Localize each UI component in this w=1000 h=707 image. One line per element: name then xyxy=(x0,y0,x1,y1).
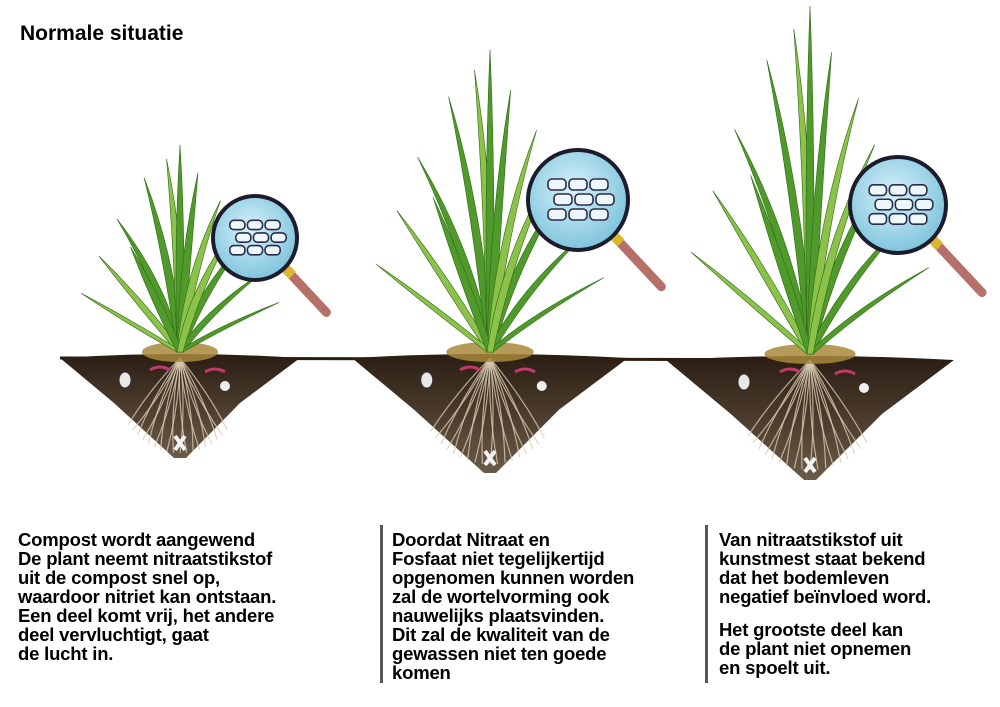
plant-group xyxy=(60,145,326,458)
cell-structure xyxy=(548,179,614,220)
plant-group xyxy=(352,50,661,473)
soil-pebble xyxy=(220,381,230,391)
panel-text: Het grootste deel kan de plant niet opnemen en spoelt uit. xyxy=(719,619,912,678)
soil-pebble xyxy=(859,383,869,393)
soil-pebble xyxy=(537,381,547,391)
panel-compost xyxy=(18,530,368,663)
panel-wortelvorming xyxy=(380,525,712,683)
soil-bug xyxy=(738,374,750,390)
plant-group xyxy=(666,6,982,480)
panel-kunstmest xyxy=(705,525,1000,683)
cell-structure xyxy=(869,185,933,224)
panel-text: Compost wordt aangewend De plant neemt nitraatstikstof uit de compost snel op, waardoor nitriet kan ontstaan. Een deel komt vrij, het andere deel vervluchtigt, gaat de lucht in. xyxy=(18,529,277,664)
panel-text: Van nitraatstikstof uit kunstmest staat bekend dat het bodemleven negatief beïnvloed word. xyxy=(719,529,932,607)
cell-structure xyxy=(230,220,286,254)
panel-text: Doordat Nitraat en Fosfaat niet tegelijkertijd opgenomen kunnen worden zal de wortelvorming ook nauwelijks plaatsvinden. Dit zal de kwaliteit van de gewassen niet ten goede komen xyxy=(392,529,635,683)
page-title: Normale situatie xyxy=(20,22,184,45)
soil-bug xyxy=(421,372,433,388)
soil-bug xyxy=(119,372,131,388)
